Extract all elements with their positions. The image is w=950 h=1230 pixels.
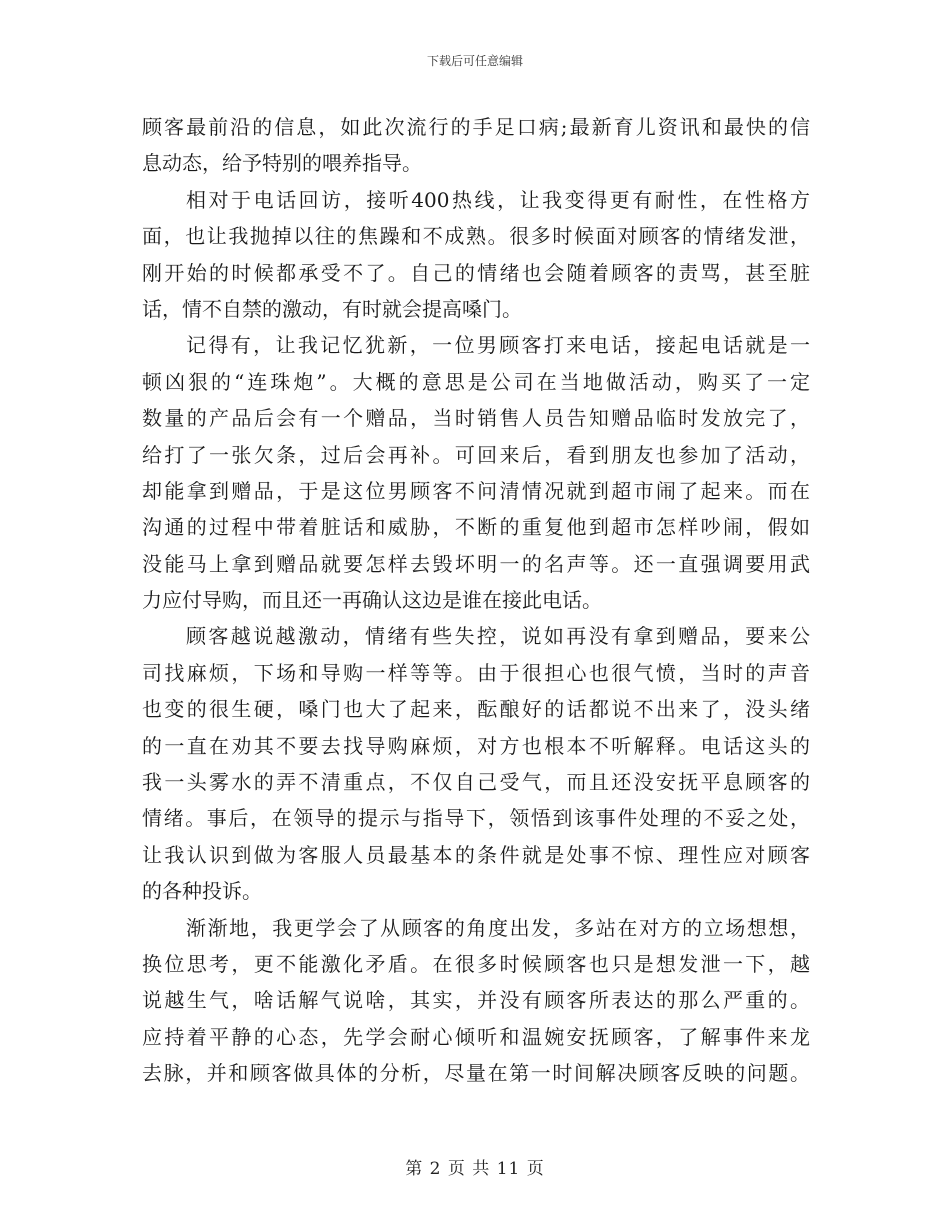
text-line: 给打了一张欠条，过后会再补。可回来后，看到朋友也参加了活动， bbox=[142, 442, 810, 467]
text-line: 情绪。事后，在领导的提示与指导下，领悟到该事件处理的不妥之处， bbox=[142, 806, 810, 831]
text-line: 数量的产品后会有一个赠品，当时销售人员告知赠品临时发放完了， bbox=[142, 406, 810, 431]
text-line: 面，也让我抛掉以往的焦躁和不成熟。很多时候面对顾客的情绪发泄， bbox=[142, 224, 810, 249]
text-line: 说越生气，啥话解气说啥，其实，并没有顾客所表达的那么严重的。 bbox=[142, 988, 810, 1013]
text-line: 刚开始的时候都承受不了。自己的情绪也会随着顾客的责骂，甚至脏 bbox=[142, 260, 810, 285]
text-line: 力应付导购，而且还一再确认这边是谁在接此电话。 bbox=[142, 588, 602, 613]
text-line: 渐渐地，我更学会了从顾客的角度出发，多站在对方的立场想想， bbox=[186, 915, 810, 940]
text-line: 话，情不自禁的激动，有时就会提高嗓门。 bbox=[142, 296, 522, 321]
text-line: 的一直在劝其不要去找导购麻烦，对方也根本不听解释。电话这头的 bbox=[142, 733, 810, 758]
text-line: 记得有，让我记忆犹新，一位男顾客打来电话，接起电话就是一 bbox=[186, 333, 810, 358]
text-line: 应持着平静的心态，先学会耐心倾听和温婉安抚顾客，了解事件来龙 bbox=[142, 1024, 810, 1049]
page-number: 第 2 页 共 11 页 bbox=[405, 1159, 545, 1179]
text-line: 沟通的过程中带着脏话和威胁，不断的重复他到超市怎样吵闹，假如 bbox=[142, 515, 810, 540]
text-line: 我一头雾水的弄不清重点，不仅自己受气，而且还没安抚平息顾客的 bbox=[142, 770, 810, 795]
text-line: 却能拿到赠品，于是这位男顾客不问清情况就到超市闹了起来。而在 bbox=[142, 478, 810, 503]
text-line: 没能马上拿到赠品就要怎样去毁坏明一的名声等。还一直强调要用武 bbox=[142, 551, 810, 576]
text-line: 息动态，给予特别的喂养指导。 bbox=[142, 151, 422, 176]
paragraph bbox=[142, 109, 810, 182]
text-line: 去脉，并和顾客做具体的分析，尽量在第一时间解决顾客反映的问题。 bbox=[142, 1061, 810, 1086]
text-line: 顿凶狠的“连珠炮”。大概的意思是公司在当地做活动，购买了一定 bbox=[142, 369, 810, 394]
text-line: 也变的很生硬，嗓门也大了起来，酝酿好的话都说不出来了，没头绪 bbox=[142, 697, 810, 722]
paragraph bbox=[142, 618, 810, 909]
paragraph bbox=[142, 182, 810, 328]
text-line: 让我认识到做为客服人员最基本的条件就是处事不惊、理性应对顾客 bbox=[142, 842, 810, 867]
paragraph bbox=[142, 327, 810, 618]
text-line: 相对于电话回访，接听400热线，让我变得更有耐性，在性格方 bbox=[186, 187, 810, 212]
text-line: 换位思考，更不能激化矛盾。在很多时候顾客也只是想发泄一下，越 bbox=[142, 951, 810, 976]
paragraph bbox=[142, 910, 810, 1092]
page-header: 下载后可任意编辑 bbox=[426, 54, 523, 68]
text-line: 顾客越说越激动，情绪有些失控，说如再没有拿到赠品，要来公 bbox=[186, 624, 810, 649]
text-line: 司找麻烦，下场和导购一样等等。由于很担心也很气愤，当时的声音 bbox=[142, 660, 810, 685]
text-line: 的各种投诉。 bbox=[142, 879, 262, 904]
text-line: 顾客最前沿的信息，如此次流行的手足口病;最新育儿资讯和最快的信 bbox=[142, 115, 810, 139]
document-body bbox=[142, 109, 810, 1092]
